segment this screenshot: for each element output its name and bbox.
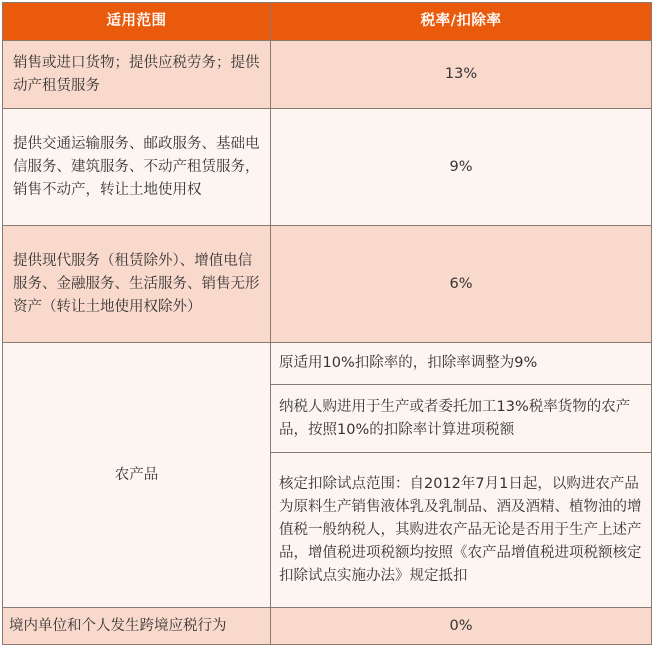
agri-rule-cell: 核定扣除试点范围：自2012年7月1日起，以购进农产品为原料生产销售液体乳及乳制品、酒及酒精、植物油的增值税一般纳税人，其购进农产品无论是否用于生产上述产品，增值税进项税额均按照《农产品增值税进项税额核定扣除试点实施办法》规定抵扣 [271, 453, 652, 608]
table-row [3, 41, 652, 109]
rate-cell: 6% [271, 226, 652, 343]
header-rate: 税率/扣除率 [271, 3, 652, 41]
header-row [3, 3, 652, 41]
tax-rate-table [2, 2, 651, 646]
rate-cell: 13% [271, 41, 652, 109]
scope-cell: 销售或进口货物；提供应税劳务；提供动产租赁服务 [3, 41, 271, 109]
agri-scope-cell: 农产品 [3, 343, 271, 608]
table-row [3, 226, 652, 343]
table-row [3, 608, 652, 645]
rate-cell: 0% [271, 608, 652, 645]
agri-rule-cell: 原适用10%扣除率的，扣除率调整为9% [271, 343, 652, 385]
scope-cell: 境内单位和个人发生跨境应税行为 [3, 608, 271, 645]
header-scope: 适用范围 [3, 3, 271, 41]
table-row [3, 343, 652, 385]
scope-cell: 提供现代服务（租赁除外）、增值电信服务、金融服务、生活服务、销售无形资产（转让土地使用权除外） [3, 226, 271, 343]
rate-cell: 9% [271, 109, 652, 226]
table-row [3, 109, 652, 226]
scope-cell: 提供交通运输服务、邮政服务、基础电信服务、建筑服务、不动产租赁服务，销售不动产，转让土地使用权 [3, 109, 271, 226]
agri-rule-cell: 纳税人购进用于生产或者委托加工13%税率货物的农产品，按照10%的扣除率计算进项税额 [271, 385, 652, 453]
